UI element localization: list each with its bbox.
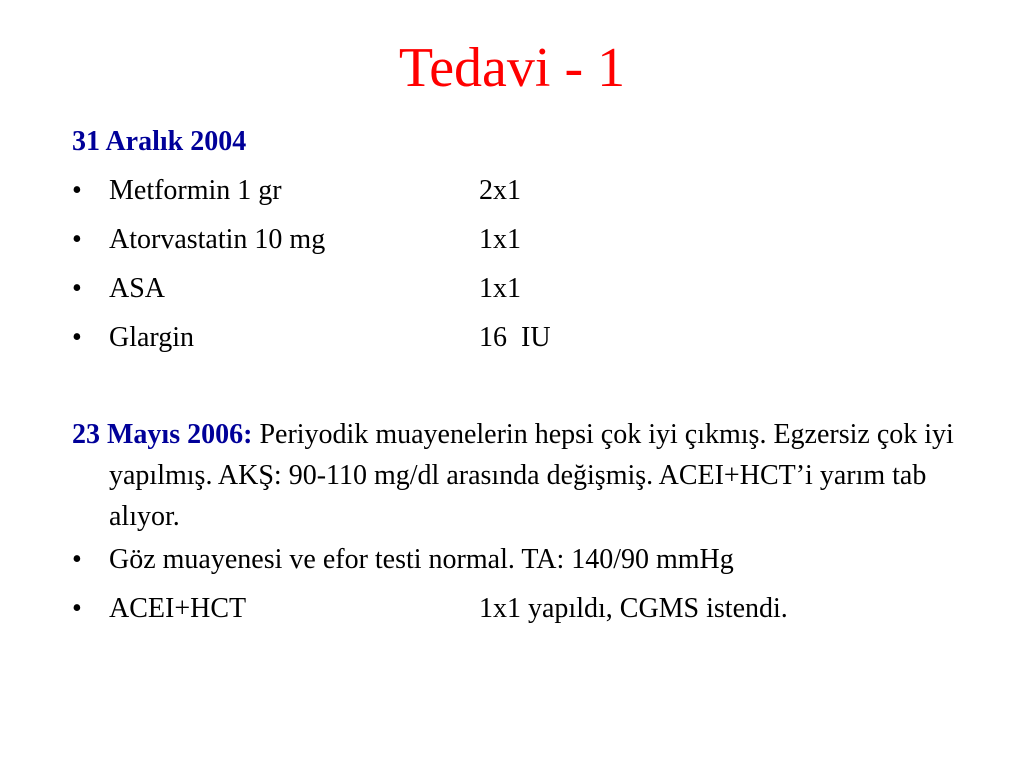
visit-text: Periyodik muayenelerin hepsi çok iyi çıkmış. Egzersiz çok iyi yapılmış. AKŞ: 90-110 mg/dl arasında değişmiş. ACEI+HCT’i yarım tab alıyor. bbox=[109, 419, 954, 532]
med-dose: 2x1 bbox=[479, 175, 521, 206]
med-name: Glargin bbox=[109, 322, 195, 353]
visit-paragraph-2006 bbox=[72, 414, 972, 537]
bullet-icon: • bbox=[72, 273, 82, 304]
bullet-icon: • bbox=[72, 224, 82, 255]
slide-title: Tedavi - 1 bbox=[398, 37, 626, 99]
bullet-icon: • bbox=[72, 544, 82, 575]
med-item-atorvastatin bbox=[72, 223, 972, 272]
spacer bbox=[72, 370, 972, 414]
bullet-icon: • bbox=[72, 593, 82, 624]
bullet-icon: • bbox=[72, 322, 82, 353]
med-dose: 1x1 bbox=[479, 273, 521, 304]
med-dose: 16 IU bbox=[479, 322, 551, 353]
bullet-icon: • bbox=[72, 175, 82, 206]
med-item-acei-hct bbox=[72, 592, 972, 641]
med-name: ACEI+HCT bbox=[109, 593, 247, 624]
med-item-asa bbox=[72, 272, 972, 321]
med-name: Metformin 1 gr bbox=[109, 175, 282, 206]
med-name: ASA bbox=[109, 273, 166, 304]
med-item-metformin bbox=[72, 174, 972, 223]
exam-text: Göz muayenesi ve efor testi normal. TA: 140/90 mmHg bbox=[109, 544, 734, 575]
date-2006: 23 Mayıs 2006: bbox=[72, 419, 253, 450]
exam-bullet bbox=[72, 543, 972, 592]
med-item-glargin bbox=[72, 321, 972, 370]
med-name: Atorvastatin 10 mg bbox=[109, 224, 326, 255]
med-dose: 1x1 bbox=[479, 224, 521, 255]
date-2004: 31 Aralık 2004 bbox=[72, 126, 247, 157]
slide-body bbox=[72, 125, 972, 641]
med-dose: 1x1 yapıldı, CGMS istendi. bbox=[479, 593, 788, 624]
